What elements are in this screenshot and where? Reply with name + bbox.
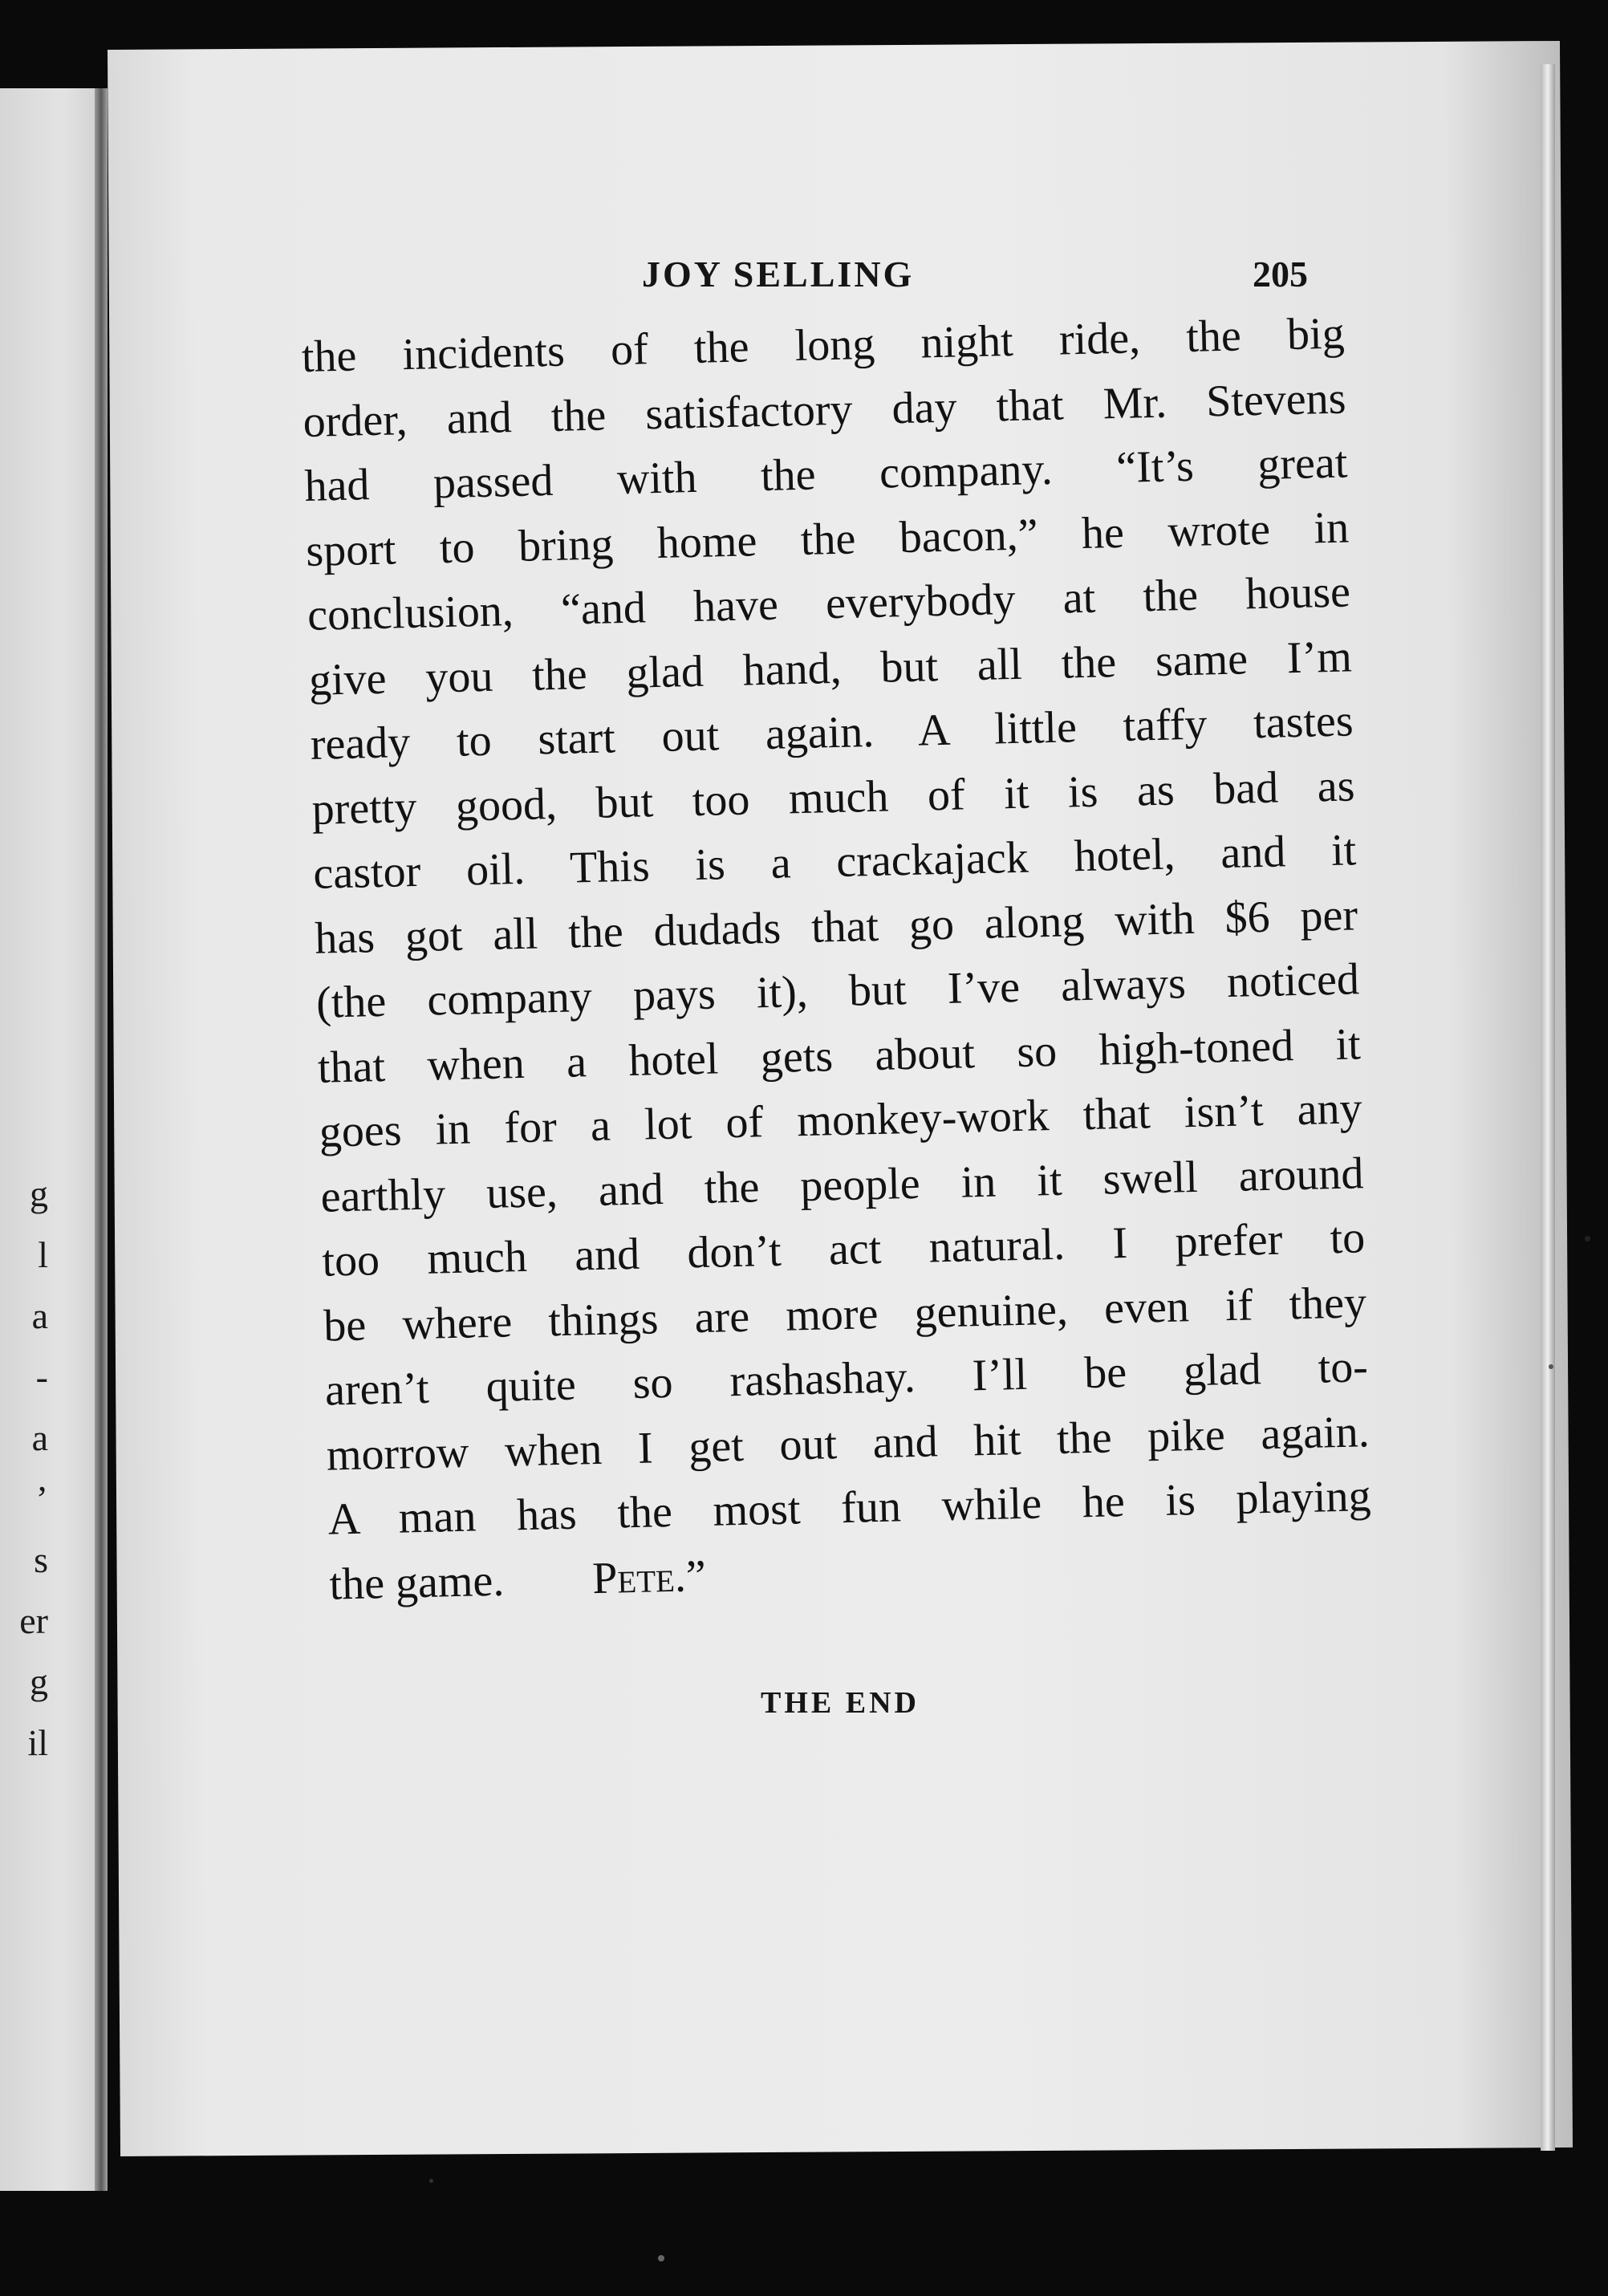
text-line: conclusion, “and have everybody at the house <box>307 567 1351 640</box>
dust-speck <box>1549 1364 1553 1369</box>
left-fragment: g <box>30 1661 48 1702</box>
page-number: 205 <box>1253 254 1308 295</box>
left-fragment: s <box>34 1539 48 1580</box>
text-line: (the company pays it), but I’ve always noticed <box>315 954 1360 1028</box>
dust-speck <box>658 2255 664 2261</box>
page-edge <box>1541 64 1555 2151</box>
text-line: order, and the satisfactory day that Mr. Stevens <box>303 372 1347 447</box>
text-line: castor oil. This is a crackajack hotel, and it <box>312 825 1357 899</box>
closing-text: the game. <box>328 1555 505 1610</box>
text-line: that when a hotel gets about so high-toned it <box>317 1018 1362 1093</box>
left-fragment: er <box>19 1600 48 1641</box>
left-page <box>0 88 104 2191</box>
left-fragment: l <box>38 1234 48 1275</box>
book-gutter <box>95 88 108 2191</box>
text-line: the incidents of the long night ride, the big <box>301 308 1346 382</box>
left-fragment: il <box>27 1722 48 1763</box>
the-end-mark: THE END <box>761 1686 920 1720</box>
text-line: give you the glad hand, but all the same I’m <box>308 631 1353 705</box>
signature: Pete.” <box>591 1550 707 1603</box>
dust-speck <box>1585 1236 1590 1241</box>
text-line: has got all the dudads that go along with $6 per <box>314 889 1358 964</box>
running-head: JOY SELLING <box>642 254 915 295</box>
text-line: aren’t quite so rashashay. I’ll be glad to- <box>324 1342 1369 1416</box>
left-fragment: a <box>31 1417 48 1458</box>
text-line: goes in for a lot of monkey-work that isn’t any <box>319 1083 1363 1157</box>
text-line: be where things are more genuine, even if they <box>323 1277 1367 1351</box>
text-line: morrow when I get out and hit the pike again. <box>326 1406 1370 1481</box>
text-line: A man has the most fun while he is playing <box>327 1471 1372 1545</box>
left-page-cropped-text <box>0 1164 48 1774</box>
left-fragment: ’ <box>35 1478 48 1519</box>
text-line: sport to bring home the bacon,” he wrote in <box>305 502 1350 576</box>
body-text <box>301 302 1373 1617</box>
text-line: pretty good, but too much of it is as bad as <box>311 760 1356 835</box>
left-fragment: g <box>30 1173 48 1214</box>
text-line: ready to start out again. A little taffy tastes <box>310 696 1354 770</box>
left-fragment: - <box>35 1356 48 1397</box>
text-line: earthly use, and the people in it swell around <box>319 1148 1365 1222</box>
text-line: too much and don’t act natural. I prefer to <box>321 1213 1366 1286</box>
dust-speck <box>429 2179 433 2183</box>
text-line: had passed with the company. “It’s great <box>303 437 1348 511</box>
left-fragment: a <box>31 1295 48 1336</box>
